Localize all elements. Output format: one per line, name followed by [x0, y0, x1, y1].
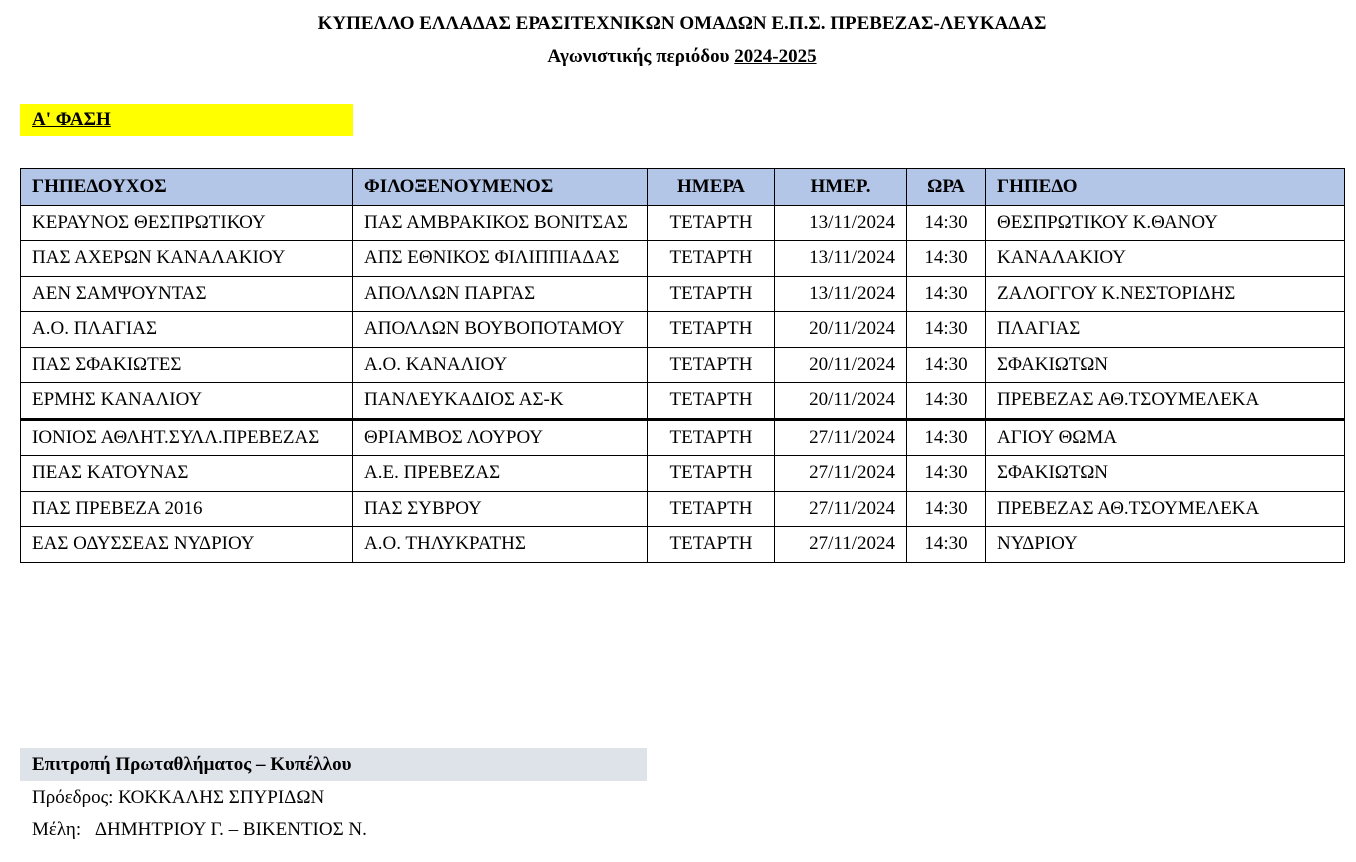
day-cell: ΤΕΤΑΡΤΗ [648, 383, 775, 420]
away-team-cell: ΘΡΙΑΜΒΟΣ ΛΟΥΡΟΥ [353, 419, 648, 456]
members-label: Μέλη: [32, 819, 82, 840]
date-cell: 13/11/2024 [775, 276, 907, 312]
venue-cell: ΠΛΑΓΙΑΣ [986, 312, 1345, 348]
venue-cell: ΖΑΛΟΓΓΟΥ Κ.ΝΕΣΤΟΡΙΔΗΣ [986, 276, 1345, 312]
home-team-cell: ΠΑΣ ΠΡΕΒΕΖΑ 2016 [21, 491, 353, 527]
column-header-date: ΗΜΕΡ. [775, 169, 907, 206]
venue-cell: ΠΡΕΒΕΖΑΣ ΑΘ.ΤΣΟΥΜΕΛΕΚΑ [986, 383, 1345, 420]
phase-heading [20, 104, 353, 136]
table-row [21, 276, 1345, 312]
committee-members [32, 818, 367, 842]
day-cell: ΤΕΤΑΡΤΗ [648, 527, 775, 563]
members-names: ΔΗΜΗΤΡΙΟΥ Γ. – ΒΙΚΕΝΤΙΟΣ Ν. [94, 819, 367, 840]
table-row [21, 491, 1345, 527]
table-row [21, 241, 1345, 277]
table-row [21, 347, 1345, 383]
table-row [21, 527, 1345, 563]
table-row [21, 456, 1345, 492]
home-team-cell: ΠΑΣ ΑΧΕΡΩΝ ΚΑΝΑΛΑΚΙΟΥ [21, 241, 353, 277]
day-cell: ΤΕΤΑΡΤΗ [648, 456, 775, 492]
date-cell: 27/11/2024 [775, 527, 907, 563]
season-line [0, 45, 1356, 69]
venue-cell: ΚΑΝΑΛΑΚΙΟΥ [986, 241, 1345, 277]
time-cell: 14:30 [907, 491, 986, 527]
column-header-time: ΩΡΑ [907, 169, 986, 206]
table-row [21, 205, 1345, 241]
time-cell: 14:30 [907, 383, 986, 420]
home-team-cell: ΚΕΡΑΥΝΟΣ ΘΕΣΠΡΩΤΙΚΟΥ [21, 205, 353, 241]
away-team-cell: ΠΑΝΛΕΥΚΑΔΙΟΣ ΑΣ-Κ [353, 383, 648, 420]
home-team-cell: ΑΕΝ ΣΑΜΨΟΥΝΤΑΣ [21, 276, 353, 312]
time-cell: 14:30 [907, 527, 986, 563]
venue-cell: ΣΦΑΚΙΩΤΩΝ [986, 456, 1345, 492]
time-cell: 14:30 [907, 347, 986, 383]
home-team-cell: ΠΕΑΣ ΚΑΤΟΥΝΑΣ [21, 456, 353, 492]
day-cell: ΤΕΤΑΡΤΗ [648, 241, 775, 277]
date-cell: 13/11/2024 [775, 205, 907, 241]
time-cell: 14:30 [907, 456, 986, 492]
time-cell: 14:30 [907, 205, 986, 241]
season-years: 2024-2025 [734, 46, 817, 67]
date-cell: 20/11/2024 [775, 383, 907, 420]
committee-heading [20, 748, 647, 781]
table-header-row [21, 169, 1345, 206]
column-header-home: ΓΗΠΕΔΟΥΧΟΣ [21, 169, 353, 206]
away-team-cell: ΠΑΣ ΣΥΒΡΟΥ [353, 491, 648, 527]
date-cell: 27/11/2024 [775, 456, 907, 492]
away-team-cell: Α.Ο. ΚΑΝΑΛΙΟΥ [353, 347, 648, 383]
phase-label: Α' ΦΑΣΗ [32, 109, 111, 130]
home-team-cell: ΕΡΜΗΣ ΚΑΝΑΛΙΟΥ [21, 383, 353, 420]
date-cell: 27/11/2024 [775, 491, 907, 527]
away-team-cell: ΑΠΟΛΛΩΝ ΠΑΡΓΑΣ [353, 276, 648, 312]
home-team-cell: ΠΑΣ ΣΦΑΚΙΩΤΕΣ [21, 347, 353, 383]
table-row [21, 419, 1345, 456]
away-team-cell: ΠΑΣ ΑΜΒΡΑΚΙΚΟΣ ΒΟΝΙΤΣΑΣ [353, 205, 648, 241]
away-team-cell: ΑΠΣ ΕΘΝΙΚΟΣ ΦΙΛΙΠΠΙΑΔΑΣ [353, 241, 648, 277]
venue-cell: ΘΕΣΠΡΩΤΙΚΟΥ Κ.ΘΑΝΟΥ [986, 205, 1345, 241]
date-cell: 27/11/2024 [775, 419, 907, 456]
venue-cell: ΠΡΕΒΕΖΑΣ ΑΘ.ΤΣΟΥΜΕΛΕΚΑ [986, 491, 1345, 527]
committee-president [32, 786, 324, 810]
day-cell: ΤΕΤΑΡΤΗ [648, 347, 775, 383]
venue-cell: ΑΓΙΟΥ ΘΩΜΑ [986, 419, 1345, 456]
time-cell: 14:30 [907, 241, 986, 277]
president-name: ΚΟΚΚΑΛΗΣ ΣΠΥΡΙΔΩΝ [118, 787, 325, 808]
date-cell: 13/11/2024 [775, 241, 907, 277]
document-title: ΚΥΠΕΛΛΟ ΕΛΛΑΔΑΣ ΕΡΑΣΙΤΕΧΝΙΚΩΝ ΟΜΑΔΩΝ Ε.Π.Σ. ΠΡΕΒΕΖΑΣ-ΛΕΥΚΑΔΑΣ [317, 13, 1047, 34]
committee-title: Επιτροπή Πρωταθλήματος – Κυπέλλου [32, 754, 352, 775]
date-cell: 20/11/2024 [775, 347, 907, 383]
away-team-cell: Α.Ε. ΠΡΕΒΕΖΑΣ [353, 456, 648, 492]
fixtures-table [20, 168, 1345, 563]
home-team-cell: ΙΟΝΙΟΣ ΑΘΛΗΤ.ΣΥΛΛ.ΠΡΕΒΕΖΑΣ [21, 419, 353, 456]
day-cell: ΤΕΤΑΡΤΗ [648, 491, 775, 527]
venue-cell: ΝΥΔΡΙΟΥ [986, 527, 1345, 563]
column-header-away: ΦΙΛΟΞΕΝΟΥΜΕΝΟΣ [353, 169, 648, 206]
table-row [21, 312, 1345, 348]
day-cell: ΤΕΤΑΡΤΗ [648, 205, 775, 241]
time-cell: 14:30 [907, 276, 986, 312]
day-cell: ΤΕΤΑΡΤΗ [648, 419, 775, 456]
column-header-day: ΗΜΕΡΑ [648, 169, 775, 206]
president-label: Πρόεδρος: [32, 787, 114, 808]
date-cell: 20/11/2024 [775, 312, 907, 348]
home-team-cell: Α.Ο. ΠΛΑΓΙΑΣ [21, 312, 353, 348]
away-team-cell: Α.Ο. ΤΗΛΥΚΡΑΤΗΣ [353, 527, 648, 563]
home-team-cell: ΕΑΣ ΟΔΥΣΣΕΑΣ ΝΥΔΡΙΟΥ [21, 527, 353, 563]
column-header-venue: ΓΗΠΕΔΟ [986, 169, 1345, 206]
time-cell: 14:30 [907, 312, 986, 348]
season-label: Αγωνιστικής περιόδου [547, 46, 730, 67]
day-cell: ΤΕΤΑΡΤΗ [648, 276, 775, 312]
day-cell: ΤΕΤΑΡΤΗ [648, 312, 775, 348]
time-cell: 14:30 [907, 419, 986, 456]
away-team-cell: ΑΠΟΛΛΩΝ ΒΟΥΒΟΠΟΤΑΜΟΥ [353, 312, 648, 348]
table-row [21, 383, 1345, 420]
venue-cell: ΣΦΑΚΙΩΤΩΝ [986, 347, 1345, 383]
